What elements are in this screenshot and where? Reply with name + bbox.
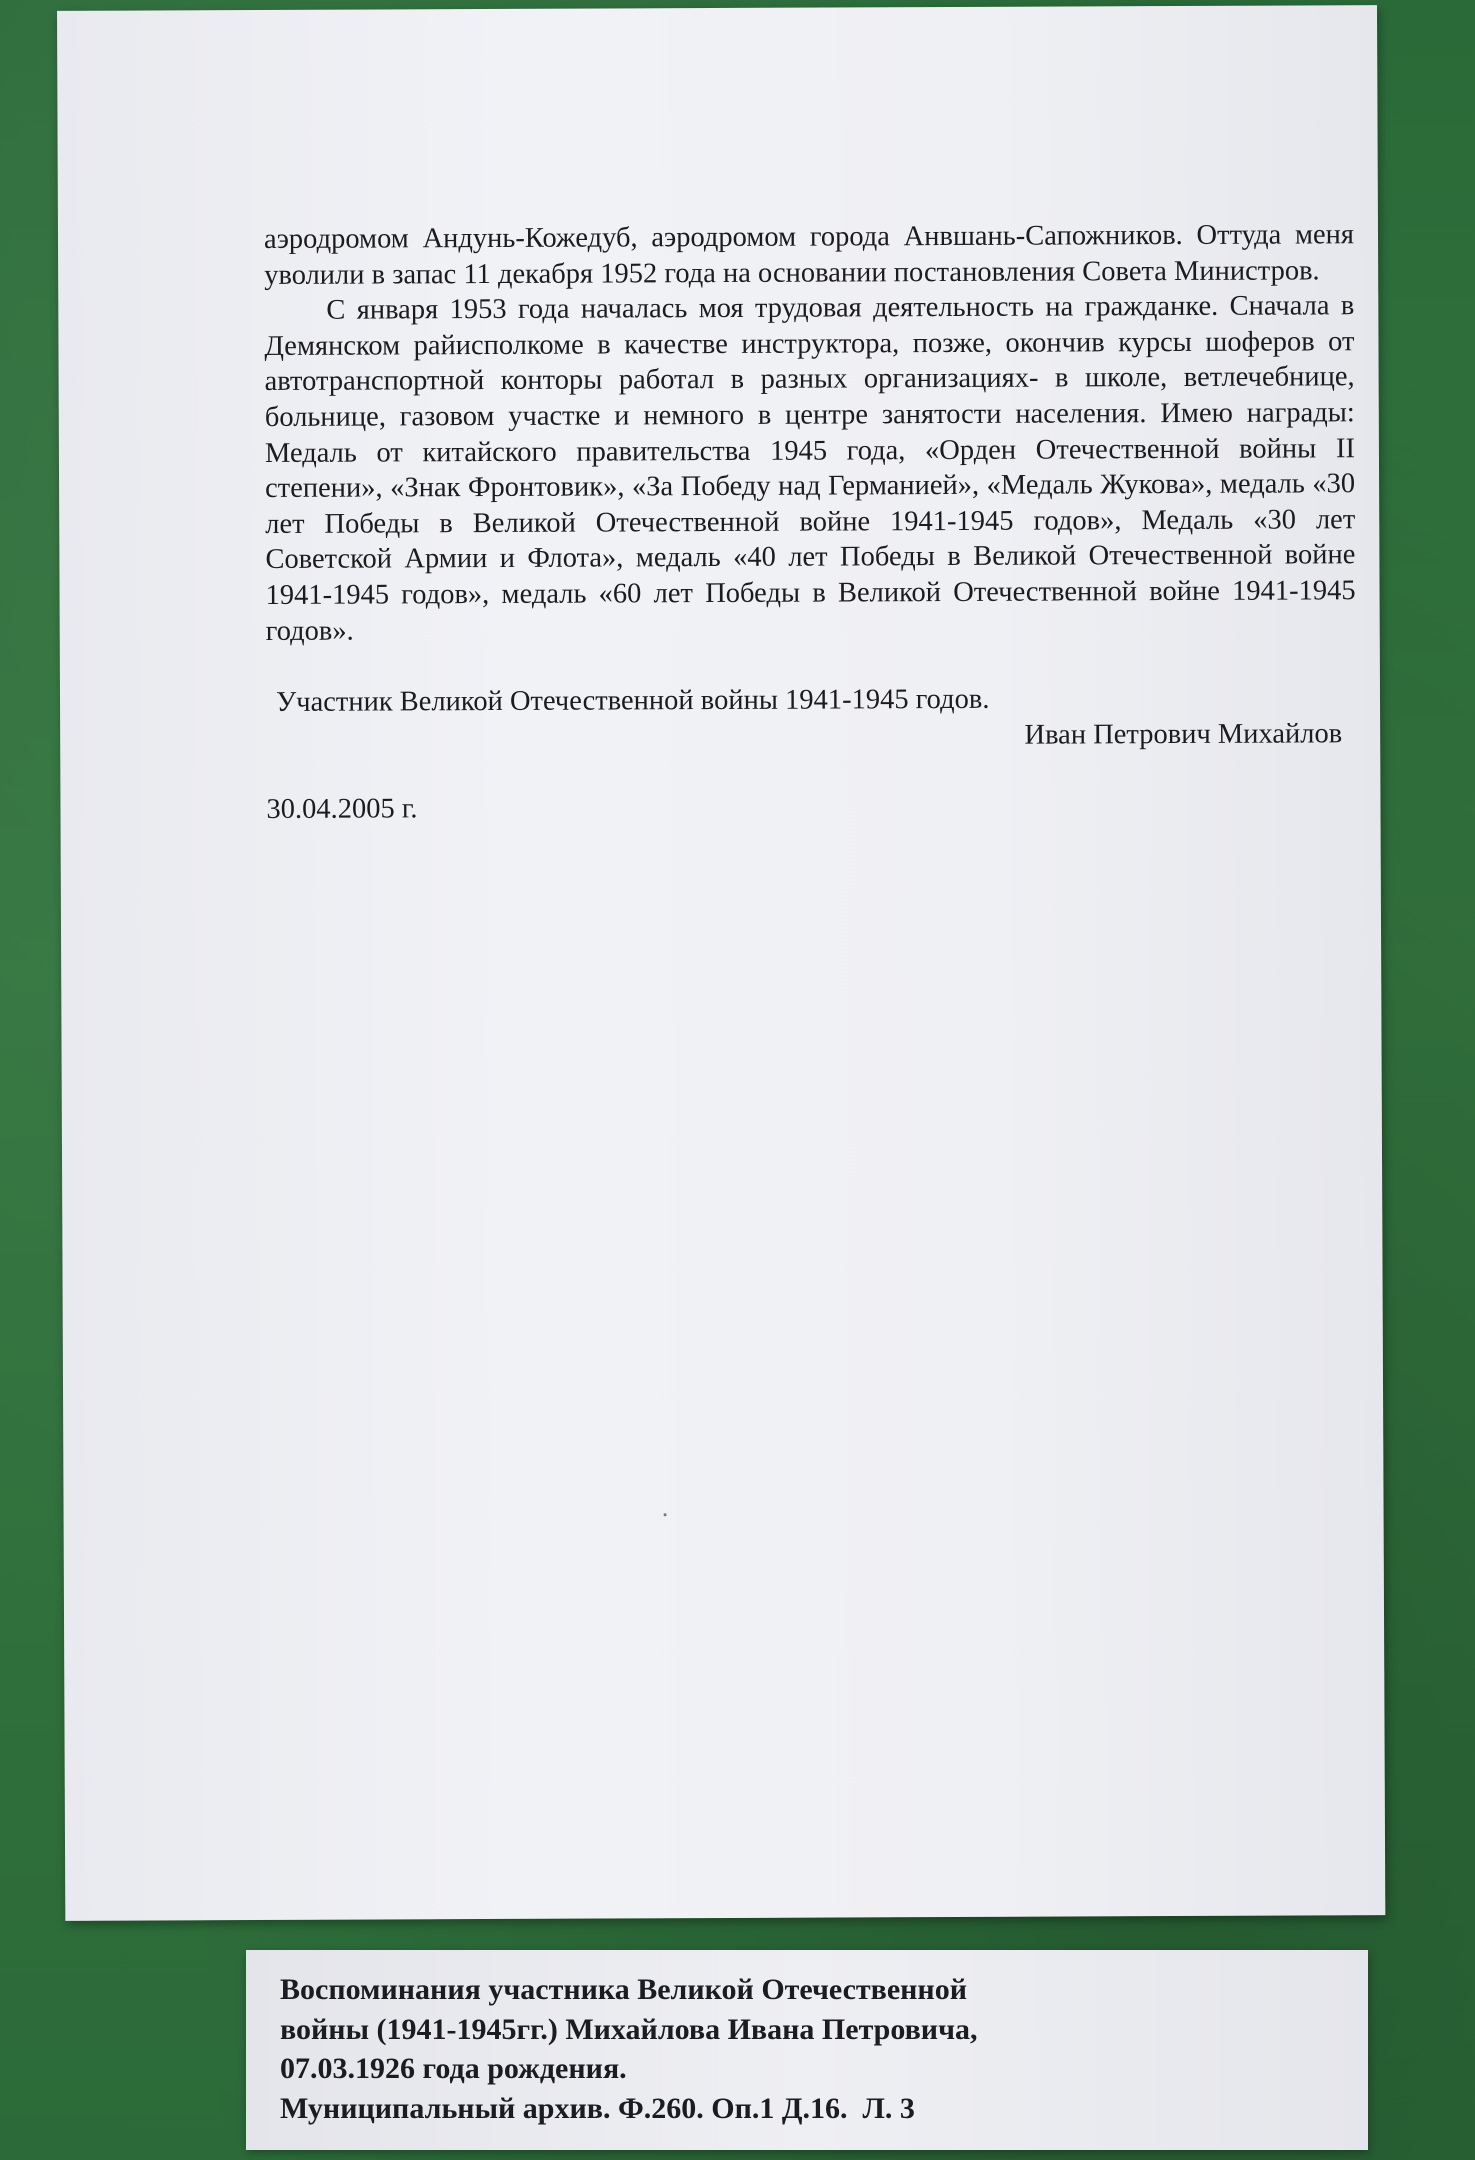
letter-date: 30.04.2005 г. [266,793,418,826]
signature-name: Иван Петрович Михайлов [1024,717,1343,751]
paper-speck [664,1513,667,1516]
letter-body [264,217,1357,828]
caption-line-1: Воспоминания участника Великой Отечественной [280,1973,967,2006]
caption-line-3: 07.03.1926 года рождения. [280,2052,627,2085]
document-sheet [57,5,1385,1921]
letter-paragraph-2: С января 1953 года началась моя трудовая деятельность на гражданке. Сначала в Демянском райисполкоме в качестве инструктора, позже, окончив курсы шоферов от автотранспортной конторы работал в разных организациях- в школе, ветлечебнице, больнице, газовом участке и немного в центре занятости населения. Имею награды: Медаль от китайского правительства 1945 года, «Орден Отечественной войны II степени», «Знак Фронтовик», «За Победу над Германией», «Медаль Жукова», медаль «30 лет Победы в Великой Отечественной войне 1941-1945 годов», Медаль «30 лет Советской Армии и Флота», медаль «40 лет Победы в Великой Отечественной войне 1941-1945 годов», медаль «60 лет Победы в Великой Отечественной войне 1941-1945 годов». [264,290,1356,647]
letter-paragraph-1: аэродромом Андунь-Кожедуб, аэродромом города Анвшань-Сапожников. Оттуда меня уволили в запас 11 декабря 1952 года на основании постановления Совета Министров. [263,219,1355,291]
archive-caption-label [246,1950,1368,2150]
caption-line-2: войны (1941-1945гг.) Михайлова Ивана Петровича, [280,2012,978,2046]
caption-text [280,1970,1340,2128]
caption-line-4: Муниципальный архив. Ф.260. Оп.1 Д.16. Л. 3 [280,2091,915,2125]
participant-line: Участник Великой Отечественной войны 1941-1945 годов. [275,683,990,719]
